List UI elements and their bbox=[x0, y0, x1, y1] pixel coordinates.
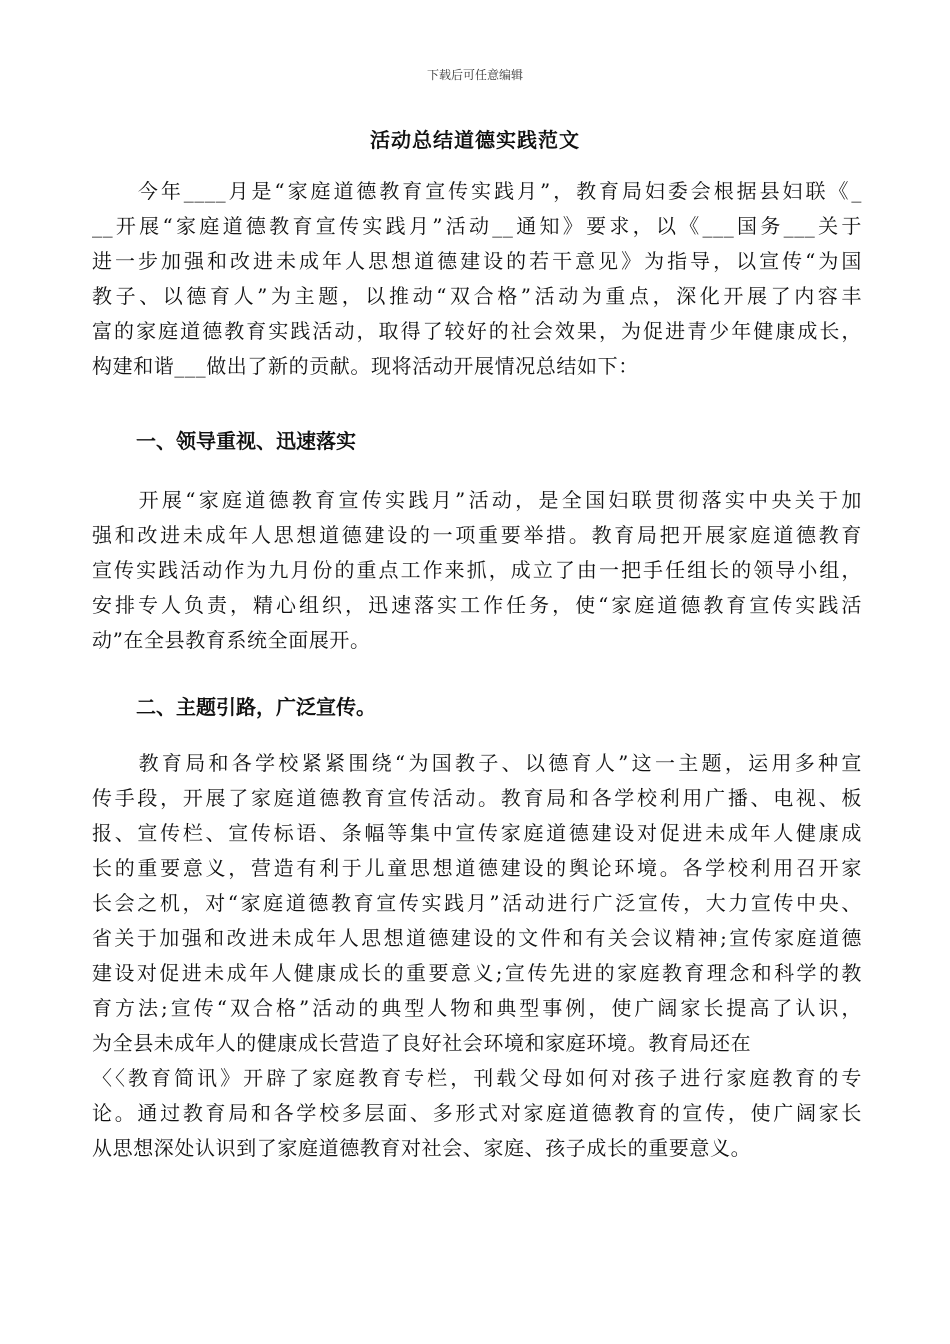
paragraph-line: 宣传实践活动作为九月份的重点工作来抓，成立了由一把手任组长的领导小组， bbox=[92, 558, 862, 582]
paragraph-line: 进一步加强和改进未成年人思想道德建设的若干意见》为指导，以宣传“为国 bbox=[92, 249, 862, 273]
paragraph-line: 强和改进未成年人思想道德建设的一项重要举措。教育局把开展家庭道德教育 bbox=[92, 523, 862, 547]
paragraph-line: 传手段，开展了家庭道德教育宣传活动。教育局和各学校利用广播、电视、板 bbox=[92, 786, 862, 810]
paragraph-line: 构建和谐___做出了新的贡献。现将活动开展情况总结如下： bbox=[92, 354, 639, 378]
paragraph-line: 论。通过教育局和各学校多层面、多形式对家庭道德教育的宣传，使广阔家长 bbox=[92, 1101, 862, 1125]
paragraph-line: 〈〈教育简讯》开辟了家庭教育专栏，刊载父母如何对孩子进行家庭教育的专 bbox=[92, 1066, 862, 1090]
paragraph-line: 长会之机，对“家庭道德教育宣传实践月”活动进行广泛宣传，大力宣传中央、 bbox=[92, 891, 862, 915]
intro-paragraph bbox=[92, 174, 862, 384]
paragraph-line: 从思想深处认识到了家庭道德教育对社会、家庭、孩子成长的重要意义。 bbox=[92, 1136, 752, 1160]
paragraph-line: 开展“家庭道德教育宣传实践月”活动，是全国妇联贯彻落实中央关于加 bbox=[92, 488, 862, 512]
paragraph-line: 今年____月是“家庭道德教育宣传实践月”，教育局妇委会根据县妇联《_ bbox=[92, 179, 862, 203]
paragraph-line: __开展“家庭道德教育宣传实践月”活动__通知》要求，以《___国务___关于 bbox=[92, 214, 862, 238]
document-title: 活动总结道德实践范文 bbox=[370, 128, 580, 152]
paragraph-line: 建设对促进未成年人健康成长的重要意义;宣传先进的家庭教育理念和科学的教 bbox=[92, 961, 862, 985]
section-1-heading: 一、领导重视、迅速落实 bbox=[136, 429, 356, 453]
paragraph-line: 教子、以德育人”为主题，以推动“双合格”活动为重点，深化开展了内容丰 bbox=[92, 284, 862, 308]
section-1-paragraph bbox=[92, 483, 862, 658]
paragraph-line: 报、宣传栏、宣传标语、条幅等集中宣传家庭道德建设对促进未成年人健康成 bbox=[92, 821, 862, 845]
paragraph-line: 育方法;宣传“双合格”活动的典型人物和典型事例，使广阔家长提高了认识， bbox=[92, 996, 862, 1020]
paragraph-line: 长的重要意义，营造有利于儿童思想道德建设的舆论环境。各学校利用召开家 bbox=[92, 856, 862, 880]
paragraph-line: 安排专人负责，精心组织，迅速落实工作任务，使“家庭道德教育宣传实践活 bbox=[92, 593, 862, 617]
header-note: 下载后可任意编辑 bbox=[426, 68, 523, 82]
paragraph-line: 省关于加强和改进未成年人思想道德建设的文件和有关会议精神;宣传家庭道德 bbox=[92, 926, 862, 950]
paragraph-line: 富的家庭道德教育实践活动，取得了较好的社会效果，为促进青少年健康成长， bbox=[92, 319, 862, 343]
paragraph-line: 教育局和各学校紧紧围绕“为国教子、以德育人”这一主题，运用多种宣 bbox=[92, 751, 862, 775]
paragraph-line: 动”在全县教育系统全面展开。 bbox=[92, 628, 371, 652]
paragraph-line: 为全县未成年人的健康成长营造了良好社会环境和家庭环境。教育局还在 bbox=[92, 1031, 752, 1055]
section-2-paragraph bbox=[92, 746, 862, 1166]
section-2-heading: 二、主题引路，广泛宣传。 bbox=[136, 695, 376, 719]
